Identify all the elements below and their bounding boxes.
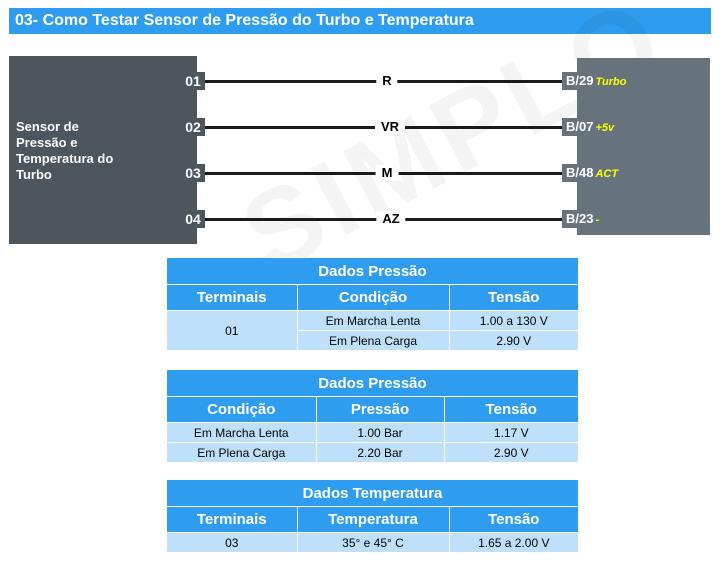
condition-cell: Em Plena Carga: [167, 443, 316, 463]
terminal-cell: 01: [167, 311, 297, 351]
wire-color-1: R: [376, 73, 397, 89]
voltage-cell: 1.00 a 130 V: [449, 311, 578, 331]
column-header: Tensão: [449, 285, 578, 311]
column-header: Terminais: [167, 507, 297, 533]
ecu-pin-2-tag: +5v: [595, 122, 615, 134]
ecu-pin-1-tag: Turbo: [595, 76, 627, 88]
pressure-bar-table: [167, 370, 578, 462]
ecu-pin-3-label: B/48: [566, 165, 594, 180]
pressure-terminal-table: [167, 258, 578, 350]
ecu-pin-3-tag: ACT: [595, 168, 619, 180]
page-title: 03- Como Testar Sensor de Pressão do Turbo e Temperatura: [9, 8, 711, 34]
sensor-label: Sensor de Pressão e Temperatura do Turbo: [16, 119, 114, 182]
sensor-pin-2: 02: [181, 118, 205, 136]
voltage-cell: 2.90 V: [449, 331, 578, 351]
column-header: Condição: [297, 285, 449, 311]
condition-cell: Em Plena Carga: [297, 331, 449, 351]
table-row: [167, 423, 578, 443]
temperature-cell: 35° e 45° C: [297, 533, 449, 553]
condition-cell: Em Marcha Lenta: [167, 423, 316, 443]
voltage-cell: 1.65 a 2.00 V: [449, 533, 578, 553]
ecu-pin-4: [562, 210, 603, 228]
ecu-pin-2: [562, 118, 618, 136]
wire-color-2: VR: [375, 119, 405, 135]
column-header: Temperatura: [297, 507, 449, 533]
table-title: Dados Pressão: [167, 258, 578, 285]
sensor-pin-4: 04: [181, 210, 205, 228]
table-title: Dados Pressão: [167, 370, 578, 397]
table-row: [167, 533, 578, 553]
temperature-table: [167, 480, 578, 552]
pressure-cell: 1.00 Bar: [316, 423, 444, 443]
sensor-pin-3: 03: [181, 164, 205, 182]
column-header: Tensão: [449, 507, 578, 533]
ecu-pin-2-label: B/07: [566, 119, 594, 134]
ecu-pin-1: [562, 72, 630, 90]
sensor-block: [9, 56, 197, 244]
condition-cell: Em Marcha Lenta: [297, 311, 449, 331]
voltage-cell: 2.90 V: [444, 443, 578, 463]
column-header: Tensão: [444, 397, 578, 423]
ecu-pin-4-label: B/23: [566, 211, 594, 226]
terminal-cell: 03: [167, 533, 297, 553]
table-title: Dados Temperatura: [167, 480, 578, 507]
sensor-pin-1: 01: [181, 72, 205, 90]
table-row: [167, 443, 578, 463]
wire-color-4: AZ: [376, 211, 405, 227]
ecu-pin-3: [562, 164, 622, 182]
ecu-pin-1-label: B/29: [566, 73, 594, 88]
voltage-cell: 1.17 V: [444, 423, 578, 443]
wire-color-3: M: [376, 165, 399, 181]
column-header: Condição: [167, 397, 316, 423]
column-header: Terminais: [167, 285, 297, 311]
column-header: Pressão: [316, 397, 444, 423]
ecu-pin-4-tag: -: [595, 214, 600, 226]
pressure-cell: 2.20 Bar: [316, 443, 444, 463]
table-row: [167, 311, 578, 331]
